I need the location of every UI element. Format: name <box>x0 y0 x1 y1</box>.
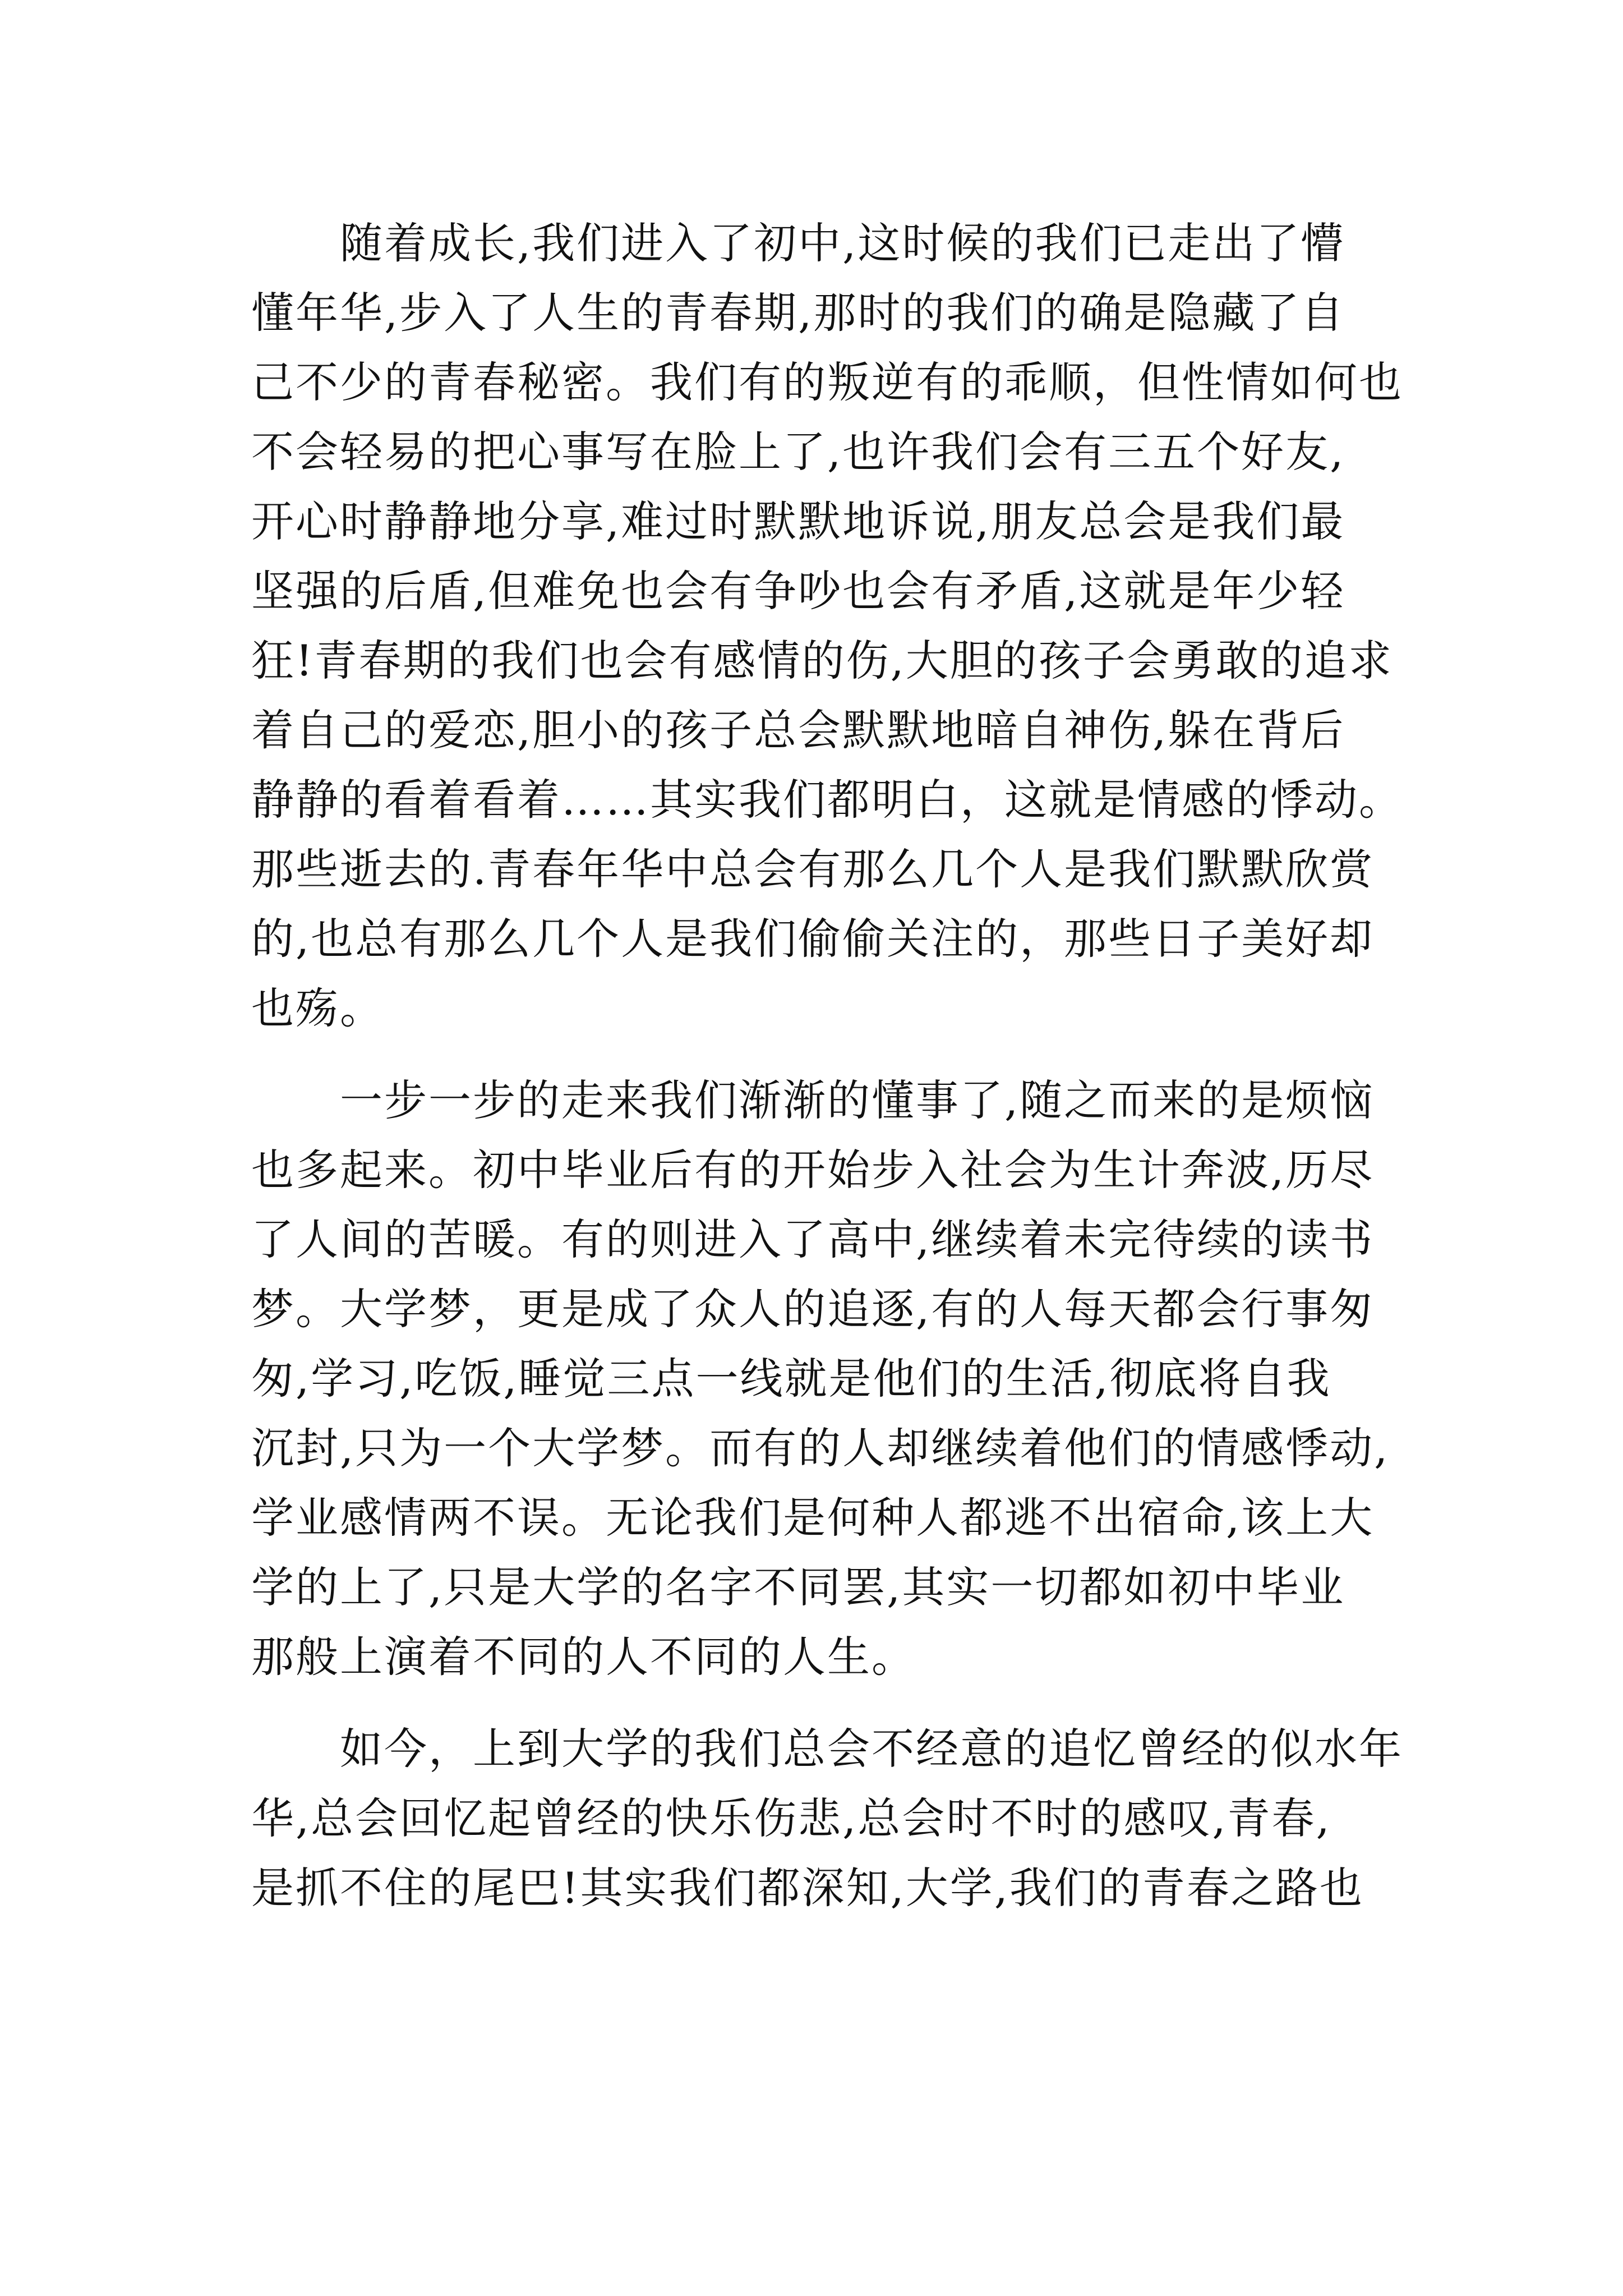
text-line: 狂!青春期的我们也会有感情的伤,大胆的孩子会勇敢的追求 <box>251 636 1393 685</box>
text-line: 如今，上到大学的我们总会不经意的追忆曾经的似水年 <box>251 1724 1403 1774</box>
text-line: 梦。大学梦，更是成了众人的追逐,有的人每天都会行事匆 <box>251 1284 1375 1334</box>
text-line: 学业感情两不误。无论我们是何种人都逃不出宿命,该上大 <box>251 1493 1375 1543</box>
paragraph-2 <box>251 1066 1390 1692</box>
text-line: 坚强的后盾,但难免也会有争吵也会有矛盾,这就是年少轻 <box>251 566 1345 616</box>
text-line: 不会轻易的把心事写在脸上了,也许我们会有三五个好友, <box>251 427 1345 477</box>
text-line: 也殇。 <box>251 983 384 1033</box>
text-line: 是抓不住的尾巴!其实我们都深知,大学,我们的青春之路也 <box>251 1863 1364 1913</box>
text-line: 也多起来。初中毕业后有的开始步入社会为生计奔波,历尽 <box>251 1145 1375 1195</box>
text-line: 那些逝去的.青春年华中总会有那么几个人是我们默默欣赏 <box>251 844 1375 894</box>
text-line: 静静的看着看着……其实我们都明白，这就是情感的悸动。 <box>251 775 1403 825</box>
text-line: 了人间的苦暖。有的则进入了高中,继续着未完待续的读书 <box>251 1214 1375 1264</box>
text-line: 华,总会回忆起曾经的快乐伤悲,总会时不时的感叹,青春, <box>251 1793 1331 1843</box>
text-line: 那般上演着不同的人不同的人生。 <box>251 1632 916 1682</box>
paragraph-1 <box>251 209 1403 1043</box>
text-line: 着自己的爱恋,胆小的孩子总会默默地暗自神伤,躲在背后 <box>251 705 1345 755</box>
text-line: 随着成长,我们进入了初中,这时候的我们已走出了懵 <box>251 218 1345 268</box>
text-line: 的,也总有那么几个人是我们偷偷关注的，那些日子美好却 <box>251 914 1375 964</box>
text-line: 沉封,只为一个大学梦。而有的人却继续着他们的情感悸动, <box>251 1423 1390 1473</box>
paragraph-3 <box>251 1714 1403 1923</box>
text-line: 开心时静静地分享,难过时默默地诉说,朋友总会是我们最 <box>251 496 1345 546</box>
paragraph-spacer <box>251 1692 1384 1714</box>
text-line: 己不少的青春秘密。我们有的叛逆有的乖顺，但性情如何也 <box>251 357 1403 407</box>
text-line: 一步一步的走来我们渐渐的懂事了,随之而来的是烦恼 <box>251 1075 1375 1125</box>
paragraph-spacer <box>251 1043 1384 1066</box>
document-body <box>251 209 1403 1923</box>
text-line: 学的上了,只是大学的名字不同罢,其实一切都如初中毕业 <box>251 1562 1345 1612</box>
text-line: 懂年华,步入了人生的青春期,那时的我们的确是隐藏了自 <box>251 288 1345 338</box>
text-line: 匆,学习,吃饭,睡觉三点一线就是他们的生活,彻底将自我 <box>251 1354 1331 1404</box>
